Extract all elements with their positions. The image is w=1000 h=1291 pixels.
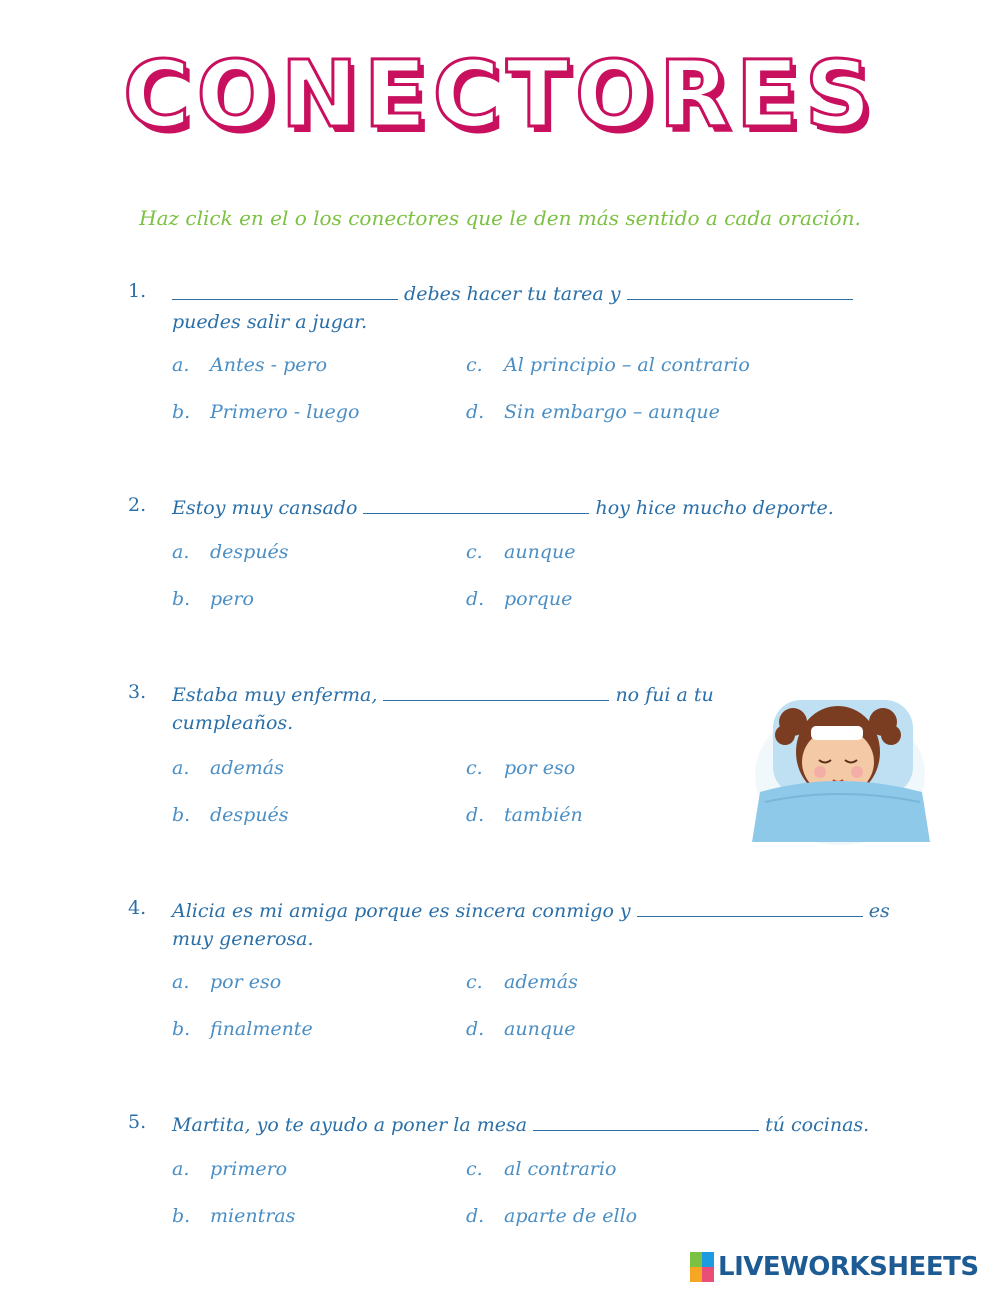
option-2c[interactable]: c. aunque — [466, 541, 576, 563]
answer-blank-3[interactable] — [383, 682, 609, 701]
question-text: Estaba muy enferma, no fui a tu cumpleaños. — [172, 684, 714, 734]
liveworksheets-icon — [690, 1252, 714, 1282]
question-number: 5. — [128, 1111, 147, 1133]
option-1c[interactable]: c. Al principio – al contrario — [466, 354, 750, 376]
question-text: Alicia es mi amiga porque es sincera conmigo y es muy generosa. — [172, 900, 890, 950]
option-1d[interactable]: d. Sin embargo – aunque — [466, 401, 720, 423]
question-text: Estoy muy cansado hoy hice mucho deporte. — [172, 497, 834, 519]
option-4d[interactable]: d. aunque — [466, 1018, 576, 1040]
option-4c[interactable]: c. además — [466, 971, 578, 993]
question-text: Martita, yo te ayudo a poner la mesa tú cocinas. — [172, 1114, 870, 1136]
worksheet-title: CONECTORES — [123, 41, 877, 148]
option-4b[interactable]: b. finalmente — [172, 1018, 313, 1040]
answer-blank-5[interactable] — [533, 1112, 759, 1131]
sick-girl-illustration — [745, 680, 930, 850]
question-number: 1. — [128, 280, 147, 302]
question-number: 3. — [128, 681, 147, 703]
option-5a[interactable]: a. primero — [172, 1158, 288, 1180]
option-1b[interactable]: b. Primero - luego — [172, 401, 360, 423]
option-3c[interactable]: c. por eso — [466, 757, 576, 779]
question-text: debes hacer tu tarea y puedes salir a jugar. — [172, 280, 892, 336]
answer-blank-4[interactable] — [637, 898, 863, 917]
question-number: 4. — [128, 897, 147, 919]
option-2b[interactable]: b. pero — [172, 588, 254, 610]
answer-blank-1b[interactable] — [627, 281, 853, 300]
option-5d[interactable]: d. aparte de ello — [466, 1205, 638, 1227]
logo-text: LIVEWORKSHEETS — [718, 1252, 979, 1282]
option-3a[interactable]: a. además — [172, 757, 284, 779]
instruction-text: Haz click en el o los conectores que le den más sentido a cada oración. — [139, 206, 861, 230]
option-5b[interactable]: b. mientras — [172, 1205, 296, 1227]
answer-blank-2[interactable] — [363, 495, 589, 514]
liveworksheets-logo[interactable] — [690, 1250, 979, 1284]
option-5c[interactable]: c. al contrario — [466, 1158, 617, 1180]
option-4a[interactable]: a. por eso — [172, 971, 282, 993]
option-2a[interactable]: a. después — [172, 541, 289, 563]
option-2d[interactable]: d. porque — [466, 588, 573, 610]
option-1a[interactable]: a. Antes - pero — [172, 354, 328, 376]
question-number: 2. — [128, 494, 147, 516]
option-3d[interactable]: d. también — [466, 804, 583, 826]
answer-blank-1a[interactable] — [172, 281, 398, 300]
option-3b[interactable]: b. después — [172, 804, 289, 826]
